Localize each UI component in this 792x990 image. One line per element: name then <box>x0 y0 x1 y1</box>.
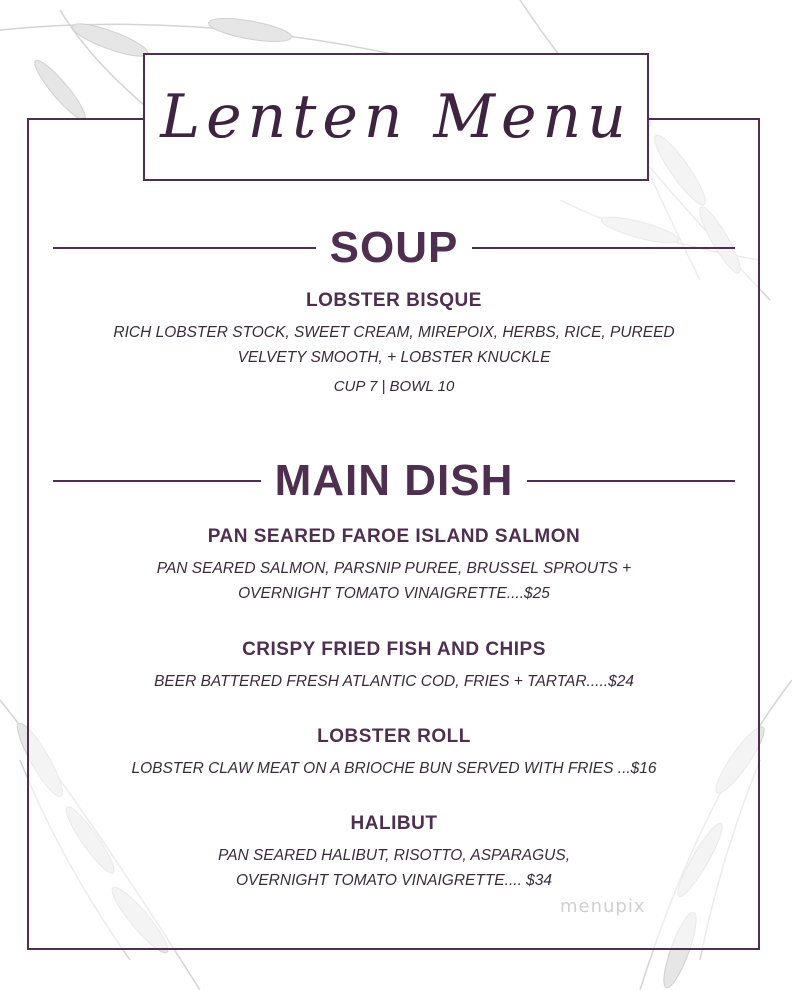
item-description-line: OVERNIGHT TOMATO VINAIGRETTE....$25 <box>238 585 550 602</box>
watermark: menupix <box>560 896 646 917</box>
item-description <box>53 320 735 370</box>
page-title: Lenten Menu <box>160 82 632 152</box>
item-name: LOBSTER ROLL <box>317 726 471 747</box>
item-name: HALIBUT <box>350 813 438 834</box>
item-description-line: PAN SEARED SALMON, PARSNIP PUREE, BRUSSEL SPROUTS + <box>156 560 632 577</box>
item-description <box>53 556 735 606</box>
item-description-line: PAN SEARED HALIBUT, RISOTTO, ASPARAGUS, <box>218 847 570 864</box>
item-description-line: LOBSTER CLAW MEAT ON A BRIOCHE BUN SERVED WITH FRIES ...$16 <box>131 760 657 777</box>
divider-left <box>53 480 261 482</box>
divider-right <box>472 247 735 249</box>
item-name: CRISPY FRIED FISH AND CHIPS <box>242 639 546 660</box>
menu-item-halibut <box>53 813 735 893</box>
item-description-line: OVERNIGHT TOMATO VINAIGRETTE.... $34 <box>235 872 553 889</box>
menu-item-salmon <box>53 526 735 606</box>
section-title-soup: SOUP <box>329 223 459 272</box>
section-header-soup <box>53 223 735 272</box>
item-description-line: RICH LOBSTER STOCK, SWEET CREAM, MIREPOIX, HERBS, RICE, PUREED <box>113 324 675 341</box>
item-description-line: BEER BATTERED FRESH ATLANTIC COD, FRIES + TARTAR.....$24 <box>154 673 634 690</box>
item-description <box>53 843 735 893</box>
title-box <box>143 53 649 181</box>
item-description-line: VELVETY SMOOTH, + LOBSTER KNUCKLE <box>237 349 551 366</box>
item-name: PAN SEARED FAROE ISLAND SALMON <box>207 526 581 547</box>
menu-item-lobster-roll <box>53 726 735 781</box>
item-price: CUP 7 | BOWL 10 <box>333 378 455 395</box>
section-header-main-dish <box>53 456 735 505</box>
section-title-main-dish: MAIN DISH <box>274 456 514 505</box>
item-name: LOBSTER BISQUE <box>306 290 482 311</box>
divider-left <box>53 247 316 249</box>
item-description <box>53 756 735 781</box>
divider-right <box>527 480 735 482</box>
item-description <box>53 669 735 694</box>
menu-item-fish-and-chips <box>53 639 735 694</box>
menu-item-lobster-bisque <box>53 290 735 395</box>
